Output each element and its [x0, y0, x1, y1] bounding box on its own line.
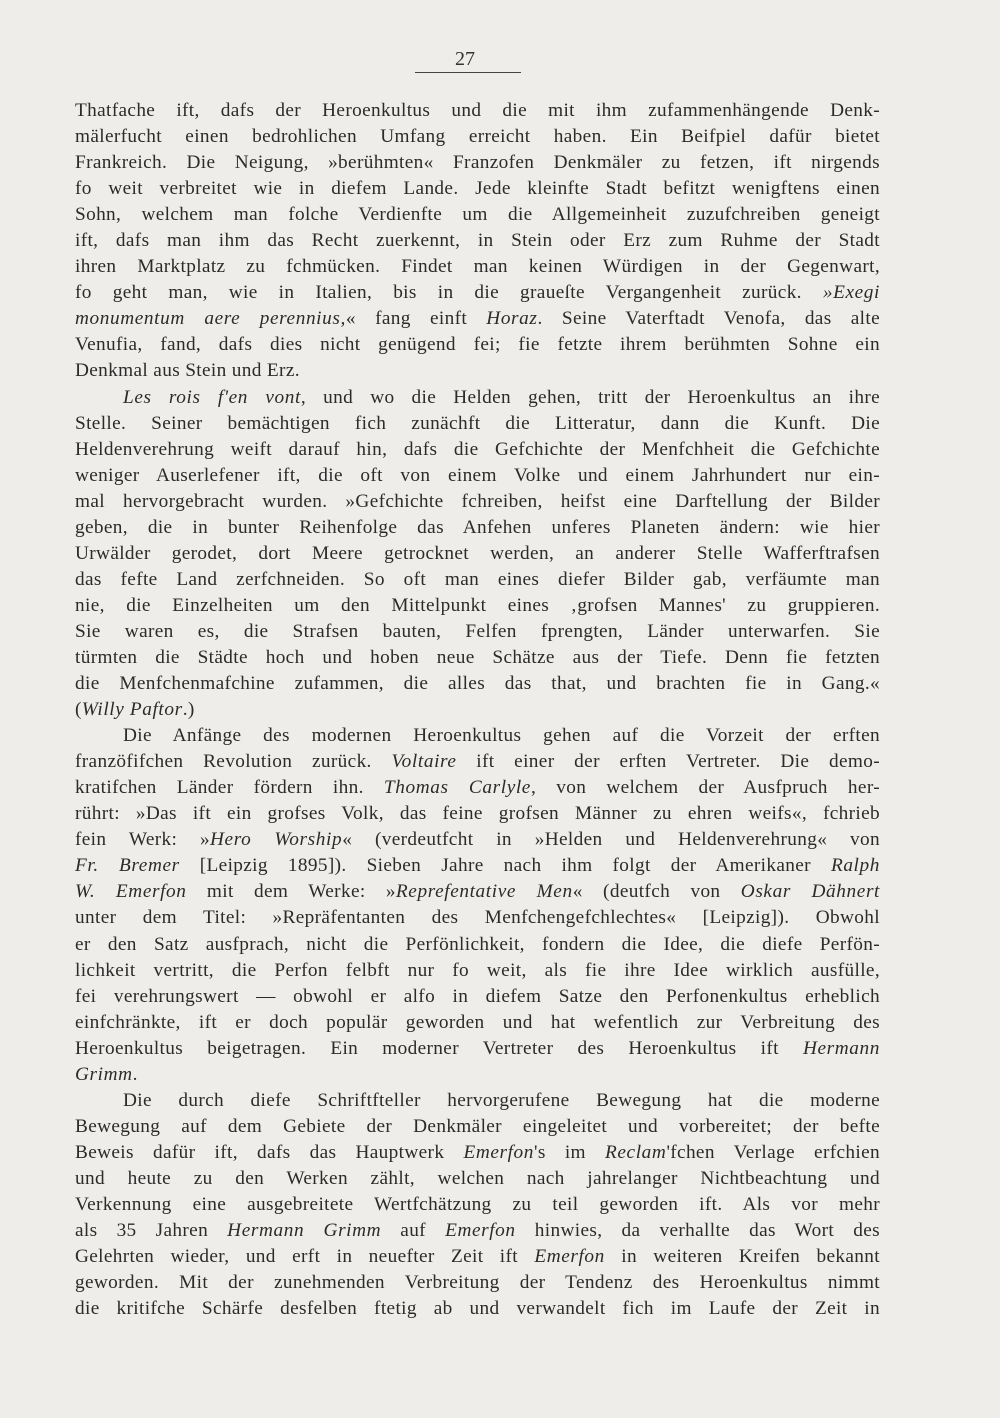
text-run: « (verdeutfcht in »Helden und Heldenverehrung« von — [342, 829, 880, 851]
text-run: fo weit verbreitet wie in diefem Lande. Jede kleinfte Stadt befitzt wenigftens einen — [75, 178, 880, 200]
paragraph — [75, 385, 880, 724]
text-run: Die durch diefe Schriftfteller hervorgerufene Bewegung hat die moderne — [123, 1089, 880, 1111]
text-run: .) — [182, 699, 195, 721]
text-line — [75, 749, 880, 775]
italic-run: Emerfon — [445, 1220, 516, 1242]
text-run: die kritifche Schärfe desfelben ftetig ab und verwandelt fich im Laufe der Zeit in — [75, 1298, 880, 1320]
paragraph — [75, 723, 880, 1088]
text-line — [75, 1062, 880, 1088]
italic-run: Oskar Dähnert — [740, 881, 881, 903]
italic-run: Ralph — [830, 855, 880, 877]
text-line — [75, 1140, 880, 1166]
text-run: mit dem Werke: » — [186, 881, 396, 903]
text-run: Sohn, welchem man folche Verdienfte um die Allgemeinheit zuzufchreiben geneigt — [75, 204, 880, 226]
italic-run: Horaz — [486, 308, 538, 330]
text-line — [75, 567, 880, 593]
text-run: Venufia, fand, dafs dies nicht genügend fei; fie fetzte ihrem berühmten Sohne ein — [75, 334, 880, 356]
text-line — [75, 1192, 880, 1218]
text-run: Bewegung auf dem Gebiete der Denkmäler eingeleitet und vorbereitet; der befte — [75, 1115, 880, 1137]
text-line — [75, 1296, 880, 1322]
text-run: hinwies, da verhallte das Wort des — [515, 1220, 880, 1242]
text-line — [75, 723, 880, 749]
text-line — [75, 801, 880, 827]
text-line — [75, 827, 880, 853]
paragraph — [75, 98, 880, 385]
italic-run: Grimm — [75, 1063, 133, 1085]
text-line — [75, 332, 880, 358]
text-run: Urwälder gerodet, dort Meere getrocknet werden, an anderer Stelle Wafferftrafsen — [75, 542, 880, 564]
text-line — [75, 1244, 880, 1270]
text-run: Gelehrten wieder, und erft in neuefter Zeit ift — [75, 1246, 535, 1268]
text-run: 'fchen Verlage erfchien — [666, 1141, 880, 1163]
text-line — [75, 306, 880, 332]
text-line — [75, 984, 880, 1010]
italic-run: Fr. Bremer — [75, 855, 180, 877]
text-run: ift einer der erften Vertreter. Die demo- — [456, 751, 880, 773]
text-line — [75, 958, 880, 984]
text-run: und heute zu den Werken zählt, welchen nach jahrelanger Nichtbeachtung und — [75, 1167, 880, 1189]
text-run: Sie waren es, die Strafsen bauten, Felfen fprengten, Länder unterwarfen. Sie — [75, 620, 880, 642]
text-line — [75, 541, 880, 567]
text-line — [75, 697, 880, 723]
text-run: geben, die in bunter Reihenfolge das Anfehen unferes Planeten ändern: wie hier — [75, 516, 880, 538]
text-run: Stelle. Seiner bemächtigen fich zunächft die Litteratur, dann die Kunft. Die — [75, 412, 880, 434]
italic-run: Thomas Carlyle — [383, 777, 531, 799]
text-run: Thatfache ift, dafs der Heroenkultus und die mit ihm zufammenhängende Denk- — [75, 100, 880, 121]
text-line — [75, 176, 880, 202]
text-run: auf — [381, 1220, 446, 1242]
text-line — [75, 1270, 880, 1296]
page-number-rule — [415, 72, 521, 73]
text-line — [75, 228, 880, 254]
text-run: kratifchen Länder fördern ihn. — [75, 777, 384, 799]
italic-run: Voltaire — [391, 751, 457, 773]
text-run: franzöfifchen Revolution zurück. — [75, 751, 392, 773]
text-line — [75, 671, 880, 697]
text-run: die Menfchenmafchine zufammen, die alles das that, und brachten fie in Gang.« — [75, 673, 880, 695]
text-line — [75, 489, 880, 515]
text-line — [75, 1010, 880, 1036]
italic-run: »Exegi — [822, 282, 880, 304]
paragraph — [75, 1088, 880, 1322]
text-line — [75, 1088, 880, 1114]
text-run: « (deutfch von — [572, 881, 741, 903]
italic-run: Hero Worship — [210, 829, 343, 851]
text-line — [75, 280, 880, 306]
text-run: Beweis dafür ift, dafs das Hauptwerk — [75, 1141, 464, 1163]
italic-run: Hermann Grimm — [227, 1220, 382, 1242]
text-run: Heroenkultus beigetragen. Ein moderner Vertreter des Heroenkultus ift — [75, 1037, 803, 1059]
text-run: ift, dafs man ihm das Recht zuerkennt, in Stein oder Erz zum Ruhme der Stadt — [75, 230, 880, 252]
text-line — [75, 645, 880, 671]
italic-run: Les rois f'en vont — [123, 386, 301, 408]
text-run: unter dem Titel: »Repräfentanten des Menfchengefchlechtes« [Leipzig]). Obwohl — [75, 907, 880, 929]
text-line — [75, 1166, 880, 1192]
text-line — [75, 385, 880, 411]
text-run: türmten die Städte hoch und hoben neue Schätze aus der Tiefe. Denn fie fetzten — [75, 646, 880, 668]
text-line — [75, 1114, 880, 1140]
text-run: fo geht man, wie in Italien, bis in die graueſte Vergangenheit zurück. — [75, 282, 823, 304]
text-run: [Leipzig 1895]). Sieben Jahre nach ihm folgt der Amerikaner — [179, 855, 831, 877]
text-line — [75, 1218, 880, 1244]
italic-run: Emerfon — [534, 1246, 605, 1268]
text-run: . Seine Vaterftadt Venofa, das alte — [537, 308, 881, 330]
text-line — [75, 932, 880, 958]
text-line — [75, 202, 880, 228]
text-line — [75, 358, 880, 384]
text-line — [75, 515, 880, 541]
text-run: . — [132, 1063, 138, 1085]
text-line — [75, 905, 880, 931]
italic-run: Hermann — [802, 1037, 880, 1059]
text-run: , und wo die Helden gehen, tritt der Heroenkultus an ihre — [300, 386, 881, 408]
text-run: rührt: »Das ift ein grofses Volk, das feine grofsen Männer zu ehren weifs«, fchrieb — [75, 803, 880, 825]
text-line — [75, 150, 880, 176]
text-run: Heldenverehrung weift darauf hin, dafs die Gefchichte der Menfchheit die Gefchichte — [75, 438, 880, 460]
text-line — [75, 593, 880, 619]
text-line — [75, 124, 880, 150]
page-number: 27 — [455, 48, 475, 70]
italic-run: monumentum aere perennius, — [75, 308, 346, 330]
text-run: mälerfucht einen bedrohlichen Umfang erreicht haben. Ein Beifpiel dafür bietet — [75, 126, 880, 148]
text-run: « fang einft — [345, 308, 487, 330]
italic-run: Willy Paftor — [81, 699, 183, 721]
italic-run: W. Emerfon — [75, 881, 187, 903]
text-run: ( — [75, 699, 82, 721]
text-line — [75, 879, 880, 905]
text-run: Verkennung eine ausgebreitete Wertfchätzung zu teil geworden ift. Als vor mehr — [75, 1193, 880, 1215]
italic-run: Reprefentative Men — [395, 881, 573, 903]
text-run: Denkmal aus Stein und Erz. — [75, 360, 300, 382]
text-run: das fefte Land zerfchneiden. So oft man eines diefer Bilder gab, verfäumte man — [75, 568, 880, 590]
text-run: nie, die Einzelheiten um den Mittelpunkt eines ‚grofsen Mannes' zu gruppieren. — [75, 594, 880, 616]
text-run: weniger Auserlefener ift, die oft von einem Volke und einem Jahrhundert nur ein- — [75, 464, 880, 486]
text-line — [75, 437, 880, 463]
text-run: mal hervorgebracht wurden. »Gefchichte fchreiben, heifst eine Darftellung der Bilder — [75, 490, 880, 512]
text-line — [75, 775, 880, 801]
text-line — [75, 1036, 880, 1062]
text-run: ihren Marktplatz zu fchmücken. Findet man keinen Würdigen in der Gegenwart, — [75, 256, 880, 278]
text-run: 's im — [534, 1141, 606, 1163]
italic-run: Emerfon — [463, 1141, 535, 1163]
text-run: einfchränkte, ift er doch populär geworden und hat wefentlich zur Verbreitung des — [75, 1011, 880, 1033]
text-run: , von welchem der Ausfpruch her- — [530, 777, 880, 799]
text-run: Die Anfänge des modernen Heroenkultus gehen auf die Vorzeit der erften — [123, 725, 880, 747]
text-run: er den Satz ausfprach, nicht die Perfönlichkeit, fondern die Idee, die diefe Perfön- — [75, 933, 880, 955]
text-run: in weiteren Kreifen bekannt — [604, 1246, 880, 1268]
italic-run: Reclam — [605, 1141, 667, 1163]
text-line — [75, 853, 880, 879]
text-run: als 35 Jahren — [75, 1220, 228, 1242]
text-line — [75, 254, 880, 280]
body-text — [75, 98, 880, 1322]
text-run: fein Werk: » — [75, 829, 211, 851]
text-line — [75, 98, 880, 124]
text-line — [75, 411, 880, 437]
text-line — [75, 463, 880, 489]
text-run: Frankreich. Die Neigung, »berühmten« Franzofen Denkmäler zu fetzen, ift nirgends — [75, 152, 880, 174]
text-run: geworden. Mit der zunehmenden Verbreitung der Tendenz des Heroenkultus nimmt — [75, 1272, 880, 1294]
text-line — [75, 619, 880, 645]
text-run: lichkeit vertritt, die Perfon felbft nur fo weit, als fie ihre Idee wirklich ausfülle, — [75, 959, 880, 981]
text-run: fei verehrungswert — obwohl er alfo in diefem Satze den Perfonenkultus erheblich — [75, 985, 880, 1007]
